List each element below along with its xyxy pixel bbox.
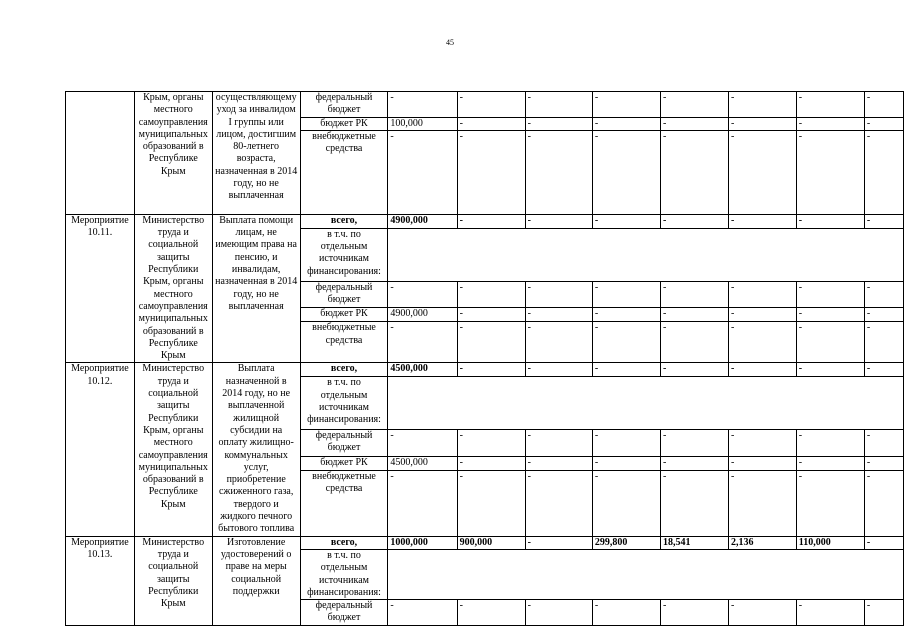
value-cell: - — [525, 117, 592, 130]
value-cell: - — [661, 308, 729, 322]
source-name-cell: внебюджетные средства — [300, 130, 388, 214]
value-cell: - — [592, 117, 660, 130]
value-cell: - — [592, 363, 660, 377]
value-cell: 2,136 — [728, 536, 796, 549]
source-name-cell: бюджет РК — [300, 456, 388, 470]
value-cell: - — [796, 214, 864, 228]
source-name-cell: федеральный бюджет — [300, 429, 388, 456]
by-sources-label-cell: в т.ч. по отдельным источникам финансирования: — [300, 228, 388, 281]
value-cell: - — [864, 281, 903, 308]
value-cell: - — [592, 281, 660, 308]
value-cell: - — [796, 600, 864, 626]
value-cell: - — [525, 536, 592, 549]
description-cell: Выплата помощи лицам, не имеющим права на пенсию, и инвалидам, назначенная в 2014 году, но не выплаченная — [212, 214, 300, 363]
value-cell: - — [388, 281, 457, 308]
value-cell: - — [661, 117, 729, 130]
value-cell: - — [796, 322, 864, 363]
budget-table — [65, 91, 904, 626]
value-cell: - — [728, 214, 796, 228]
value-cell: 100,000 — [388, 117, 457, 130]
value-cell: - — [728, 600, 796, 626]
table-row — [66, 92, 904, 118]
value-cell: 4500,000 — [388, 363, 457, 377]
by-sources-label-cell: в т.ч. по отдельным источникам финансирования: — [300, 549, 388, 599]
value-cell: - — [592, 470, 660, 536]
measure-id-cell: Мероприятие 10.12. — [66, 363, 135, 536]
measure-id-cell: Мероприятие 10.11. — [66, 214, 135, 363]
value-cell: - — [661, 92, 729, 118]
value-cell: - — [388, 429, 457, 456]
value-cell: - — [388, 600, 457, 626]
measure-id-cell — [66, 92, 135, 215]
value-cell: - — [864, 322, 903, 363]
executor-cell: Министерство труда и социальной защиты Республики Крым, органы местного самоуправления муниципальных образований в Республике Крым — [134, 363, 212, 536]
value-cell: - — [661, 600, 729, 626]
value-cell: 4500,000 — [388, 456, 457, 470]
source-name-cell: бюджет РК — [300, 117, 388, 130]
total-label-cell: всего, — [300, 536, 388, 549]
value-cell: - — [728, 429, 796, 456]
value-cell: - — [592, 322, 660, 363]
value-cell: - — [592, 308, 660, 322]
value-cell: - — [728, 130, 796, 214]
value-cell: - — [661, 214, 729, 228]
value-cell: - — [388, 130, 457, 214]
value-cell: - — [388, 470, 457, 536]
empty-cell — [388, 228, 904, 281]
value-cell: - — [796, 117, 864, 130]
value-cell: - — [457, 92, 525, 118]
value-cell: - — [661, 456, 729, 470]
value-cell: 1000,000 — [388, 536, 457, 549]
executor-cell: Министерство труда и социальной защиты Республики Крым — [134, 536, 212, 625]
value-cell: - — [457, 429, 525, 456]
value-cell: - — [592, 456, 660, 470]
executor-cell: Министерство труда и социальной защиты Республики Крым, органы местного самоуправления муниципальных образований в Республике Крым — [134, 214, 212, 363]
value-cell: 900,000 — [457, 536, 525, 549]
table-body — [66, 92, 904, 626]
value-cell: - — [457, 281, 525, 308]
value-cell: - — [728, 281, 796, 308]
empty-cell — [388, 549, 904, 599]
description-cell: Изготовление удостоверений о праве на меры социальной поддержки — [212, 536, 300, 625]
page-number: 45 — [446, 38, 454, 47]
value-cell: 4900,000 — [388, 214, 457, 228]
value-cell: - — [592, 429, 660, 456]
value-cell: - — [796, 363, 864, 377]
table-row — [66, 536, 904, 549]
value-cell: - — [457, 130, 525, 214]
table-row — [66, 363, 904, 377]
value-cell: - — [525, 429, 592, 456]
by-sources-label-cell: в т.ч. по отдельным источникам финансирования: — [300, 377, 388, 430]
measure-id-cell: Мероприятие 10.13. — [66, 536, 135, 625]
value-cell: - — [796, 429, 864, 456]
value-cell: - — [457, 322, 525, 363]
value-cell: - — [796, 92, 864, 118]
value-cell: - — [525, 456, 592, 470]
value-cell: - — [661, 322, 729, 363]
source-name-cell: внебюджетные средства — [300, 322, 388, 363]
value-cell: - — [525, 363, 592, 377]
value-cell: - — [864, 536, 903, 549]
value-cell: - — [525, 214, 592, 228]
value-cell: - — [525, 322, 592, 363]
value-cell: - — [457, 308, 525, 322]
source-name-cell: бюджет РК — [300, 308, 388, 322]
value-cell: - — [864, 214, 903, 228]
source-name-cell: федеральный бюджет — [300, 281, 388, 308]
value-cell: - — [661, 470, 729, 536]
value-cell: - — [457, 600, 525, 626]
value-cell: 18,541 — [661, 536, 729, 549]
value-cell: - — [864, 308, 903, 322]
value-cell: - — [388, 92, 457, 118]
description-cell: осуществляющему уход за инвалидом I группы или лицом, достигшим 80-летнего возраста, назначенная в 2014 году, но не выплаченная — [212, 92, 300, 215]
value-cell: - — [728, 117, 796, 130]
source-name-cell: внебюджетные средства — [300, 470, 388, 536]
value-cell: - — [661, 130, 729, 214]
value-cell: - — [728, 456, 796, 470]
empty-cell — [388, 377, 904, 430]
value-cell: - — [661, 429, 729, 456]
value-cell: - — [525, 470, 592, 536]
value-cell: - — [796, 470, 864, 536]
value-cell: - — [661, 363, 729, 377]
value-cell: - — [864, 92, 903, 118]
value-cell: - — [728, 92, 796, 118]
value-cell: - — [864, 363, 903, 377]
value-cell: - — [457, 214, 525, 228]
value-cell: 110,000 — [796, 536, 864, 549]
value-cell: - — [525, 130, 592, 214]
total-label-cell: всего, — [300, 214, 388, 228]
value-cell: - — [525, 281, 592, 308]
value-cell: - — [525, 600, 592, 626]
value-cell: - — [864, 470, 903, 536]
value-cell: - — [796, 308, 864, 322]
value-cell: - — [728, 470, 796, 536]
value-cell: 4900,000 — [388, 308, 457, 322]
value-cell: - — [796, 281, 864, 308]
value-cell: - — [864, 429, 903, 456]
total-label-cell: всего, — [300, 363, 388, 377]
value-cell: - — [592, 600, 660, 626]
value-cell: - — [796, 456, 864, 470]
value-cell: - — [728, 308, 796, 322]
description-cell: Выплата назначенной в 2014 году, но не выплаченной жилищной субсидии на оплату жилищно-коммунальных услуг, приобретение сжиженного газа, твердого и жидкого печного бытового топлива — [212, 363, 300, 536]
value-cell: - — [388, 322, 457, 363]
value-cell: - — [864, 117, 903, 130]
value-cell: - — [592, 130, 660, 214]
value-cell: - — [592, 92, 660, 118]
value-cell: - — [864, 130, 903, 214]
value-cell: - — [592, 214, 660, 228]
value-cell: - — [525, 308, 592, 322]
value-cell: 299,800 — [592, 536, 660, 549]
table-row — [66, 214, 904, 228]
value-cell: - — [864, 600, 903, 626]
source-name-cell: федеральный бюджет — [300, 600, 388, 626]
value-cell: - — [728, 322, 796, 363]
executor-cell: Крым, органы местного самоуправления муниципальных образований в Республике Крым — [134, 92, 212, 215]
value-cell: - — [864, 456, 903, 470]
value-cell: - — [728, 363, 796, 377]
value-cell: - — [457, 470, 525, 536]
value-cell: - — [457, 117, 525, 130]
value-cell: - — [661, 281, 729, 308]
value-cell: - — [796, 130, 864, 214]
value-cell: - — [525, 92, 592, 118]
source-name-cell: федеральный бюджет — [300, 92, 388, 118]
value-cell: - — [457, 456, 525, 470]
value-cell: - — [457, 363, 525, 377]
